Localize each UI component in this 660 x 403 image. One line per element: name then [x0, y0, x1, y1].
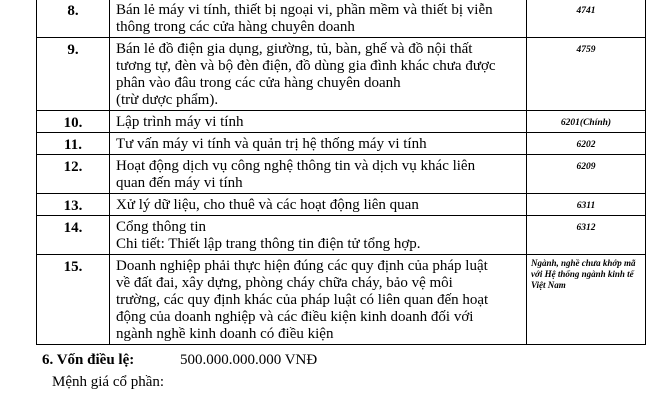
row-description — [110, 216, 527, 255]
description-line: Chi tiết: Thiết lập trang thông tin điện tử tổng hợp. — [116, 236, 421, 252]
par-value-label: Mệnh giá cổ phần: — [52, 374, 165, 390]
row-number: 10. — [37, 111, 110, 133]
row-description — [110, 194, 527, 216]
row-code: 6311 — [527, 194, 646, 216]
description-line: Doanh nghiệp phải thực hiện đúng các quy định của pháp luật — [116, 258, 488, 274]
description-line: Bán lẻ máy vi tính, thiết bị ngoại vi, phần mềm và thiết bị viễn — [116, 2, 493, 18]
row-description — [110, 111, 527, 133]
row-description — [110, 255, 527, 345]
row-code: 6202 — [527, 133, 646, 155]
charter-capital-label: 6. Vốn điều lệ: — [42, 352, 135, 368]
charter-capital — [42, 351, 318, 369]
description-line: thông trong các cửa hàng chuyên doanh — [116, 19, 355, 35]
description-line: tương tự, đèn và bộ đèn điện, đồ dùng gia đình khác chưa được — [116, 58, 496, 74]
description-line: Tư vấn máy vi tính và quản trị hệ thống máy vi tính — [116, 136, 427, 152]
table-row — [37, 255, 646, 345]
row-code-note: Ngành, nghề chưa khớp mã với Hệ thống ngành kinh tế Việt Nam — [527, 255, 646, 345]
row-code: 6312 — [527, 216, 646, 255]
table-row — [37, 216, 646, 255]
row-code: 4741 — [527, 0, 646, 38]
description-line: Lập trình máy vi tính — [116, 114, 244, 130]
table-row — [37, 133, 646, 155]
table-row — [37, 155, 646, 194]
row-number: 15. — [37, 255, 110, 345]
description-line: quan đến máy vi tính — [116, 175, 243, 191]
row-description — [110, 38, 527, 111]
table-row — [37, 111, 646, 133]
description-line: ngành nghề kinh doanh có điều kiện — [116, 326, 334, 342]
description-line: phân vào đâu trong các cửa hàng chuyên doanh — [116, 75, 401, 91]
row-code: 6201(Chính) — [527, 111, 646, 133]
row-number: 11. — [37, 133, 110, 155]
business-lines-table — [36, 0, 646, 345]
description-line: động của doanh nghiệp và các điều kiện kinh doanh đối với — [116, 309, 474, 325]
description-line: Bán lẻ đồ điện gia dụng, giường, tủ, bàn, ghế và đồ nội thất — [116, 41, 473, 57]
table-row — [37, 194, 646, 216]
description-line: về đất đai, xây dựng, phòng cháy chữa cháy, bảo vệ môi — [116, 275, 453, 291]
row-number: 8. — [37, 0, 110, 38]
row-code: 6209 — [527, 155, 646, 194]
row-description — [110, 155, 527, 194]
row-number: 13. — [37, 194, 110, 216]
row-description — [110, 133, 527, 155]
table-row — [37, 38, 646, 111]
description-line: Cổng thông tin — [116, 219, 207, 235]
description-line: Hoạt động dịch vụ công nghệ thông tin và dịch vụ khác liên — [116, 158, 476, 174]
table-row — [37, 0, 646, 38]
row-number: 9. — [37, 38, 110, 111]
row-code: 4759 — [527, 38, 646, 111]
charter-capital-value: 500.000.000.000 VNĐ — [180, 352, 318, 368]
description-line: Xử lý dữ liệu, cho thuê và các hoạt động liên quan — [116, 197, 419, 213]
row-number: 12. — [37, 155, 110, 194]
row-number: 14. — [37, 216, 110, 255]
description-line: trường, các quy định khác của pháp luật có liên quan đến hoạt — [116, 292, 489, 308]
row-description — [110, 0, 527, 38]
description-line: (trừ dược phẩm). — [116, 92, 219, 108]
